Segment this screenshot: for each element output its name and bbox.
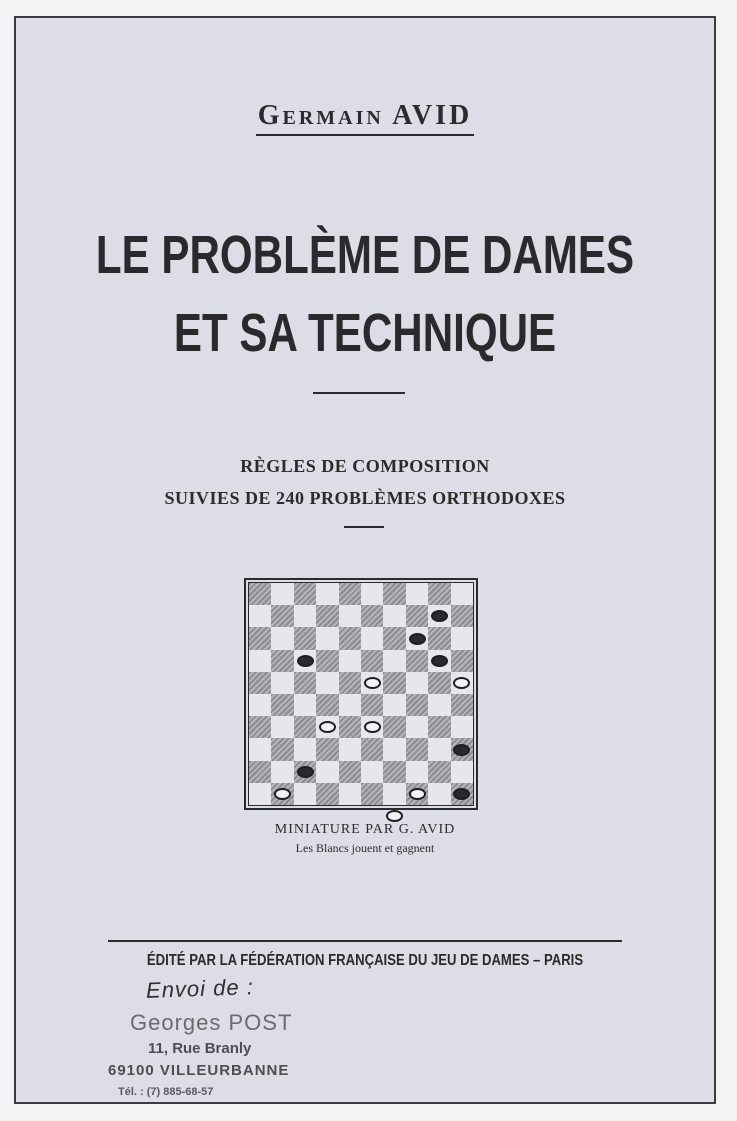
board-square [271, 716, 293, 738]
stamp-name: Georges POST [130, 1010, 293, 1035]
board-square [249, 583, 271, 605]
white-piece [386, 810, 403, 822]
board-square [339, 738, 361, 760]
board-square [383, 583, 405, 605]
board-square [249, 783, 271, 805]
board-square [428, 694, 450, 716]
black-piece [453, 744, 470, 756]
divider-rule-short [344, 526, 384, 528]
board-square [451, 761, 473, 783]
board-square [361, 583, 383, 605]
board-square [361, 738, 383, 760]
board-square [406, 716, 428, 738]
board-square [339, 650, 361, 672]
publisher-line: ÉDITÉ PAR LA FÉDÉRATION FRANÇAISE DU JEU DE DAMES – PARIS [146, 952, 584, 969]
black-piece [453, 788, 470, 800]
board-square [271, 627, 293, 649]
board-square [361, 650, 383, 672]
board-square [428, 783, 450, 805]
subtitle-line-1: RÈGLES DE COMPOSITION [240, 456, 490, 476]
stamp-street: 11, Rue Branly [148, 1040, 252, 1057]
board-square [249, 716, 271, 738]
stamp-phone: Tél. : (7) 885-68-57 [118, 1086, 214, 1098]
black-piece [297, 655, 314, 667]
caption-subtitle: Les Blancs jouent et gagnent [295, 841, 435, 855]
diagram-caption [16, 822, 714, 856]
board-square [271, 583, 293, 605]
board-square [406, 694, 428, 716]
board-square [294, 672, 316, 694]
board-square [339, 672, 361, 694]
board-square [428, 738, 450, 760]
board-square [294, 627, 316, 649]
author-name [16, 100, 714, 136]
board-square [339, 605, 361, 627]
board-square [428, 716, 450, 738]
board-square [271, 650, 293, 672]
subtitle-line-2: SUIVIES DE 240 PROBLÈMES ORTHODOXES [164, 488, 566, 508]
white-piece [274, 788, 291, 800]
board-square [383, 783, 405, 805]
book-cover [14, 16, 716, 1104]
board-square [249, 672, 271, 694]
board-square [383, 650, 405, 672]
board-square [249, 694, 271, 716]
board-square [451, 650, 473, 672]
white-piece [364, 721, 381, 733]
white-piece [409, 788, 426, 800]
board-square [361, 694, 383, 716]
board-square [383, 605, 405, 627]
board-square [339, 716, 361, 738]
board-square [316, 672, 338, 694]
board-square [406, 672, 428, 694]
board-square [316, 783, 338, 805]
board-square [361, 605, 383, 627]
board-square [294, 738, 316, 760]
divider-rule [313, 392, 405, 394]
board-square [428, 627, 450, 649]
board-square [271, 694, 293, 716]
draughts-board [244, 578, 478, 810]
board-square [451, 694, 473, 716]
author-text: Germain AVID [256, 100, 475, 136]
board-square [249, 761, 271, 783]
board-square [249, 627, 271, 649]
board-square [383, 694, 405, 716]
board-square [451, 583, 473, 605]
white-piece [453, 677, 470, 689]
black-piece [297, 766, 314, 778]
board-square [361, 783, 383, 805]
board-square [249, 738, 271, 760]
board-square [316, 650, 338, 672]
board-square [383, 716, 405, 738]
board-square [316, 583, 338, 605]
board-square [406, 583, 428, 605]
board-square [316, 761, 338, 783]
board-square [428, 583, 450, 605]
board-square [249, 650, 271, 672]
board-square [406, 738, 428, 760]
title-line-2: ET SA TECHNIQUE [173, 303, 557, 363]
board-square [383, 672, 405, 694]
black-piece [409, 633, 426, 645]
board-square [294, 694, 316, 716]
board-square [383, 627, 405, 649]
board-square [339, 694, 361, 716]
board-square [361, 761, 383, 783]
board-square [451, 627, 473, 649]
black-piece [431, 655, 448, 667]
board-square [339, 761, 361, 783]
board-square [451, 605, 473, 627]
board-square [406, 650, 428, 672]
board-square [451, 716, 473, 738]
subtitle [16, 450, 714, 514]
board-square [271, 738, 293, 760]
board-square [316, 605, 338, 627]
white-piece [364, 677, 381, 689]
board-square [406, 605, 428, 627]
stamp-city: 69100 VILLEURBANNE [108, 1062, 290, 1079]
board-square [428, 761, 450, 783]
board-square [406, 761, 428, 783]
board-grid [248, 582, 474, 806]
board-square [428, 672, 450, 694]
board-square [339, 627, 361, 649]
publisher-rule [108, 940, 622, 942]
board-square [271, 672, 293, 694]
caption-title: MINIATURE PAR G. AVID [274, 822, 456, 837]
board-square [316, 627, 338, 649]
board-square [294, 605, 316, 627]
book-title [93, 216, 637, 372]
board-square [294, 783, 316, 805]
board-square [271, 605, 293, 627]
board-square [294, 716, 316, 738]
title-line-1: LE PROBLÈME DE DAMES [95, 225, 635, 285]
board-square [383, 738, 405, 760]
board-square [271, 761, 293, 783]
board-square [339, 783, 361, 805]
board-square [294, 583, 316, 605]
board-square [316, 694, 338, 716]
board-square [361, 627, 383, 649]
handwritten-note: Envoi de : [145, 974, 255, 1003]
board-square [249, 605, 271, 627]
board-square [383, 761, 405, 783]
board-square [339, 583, 361, 605]
board-square [316, 738, 338, 760]
